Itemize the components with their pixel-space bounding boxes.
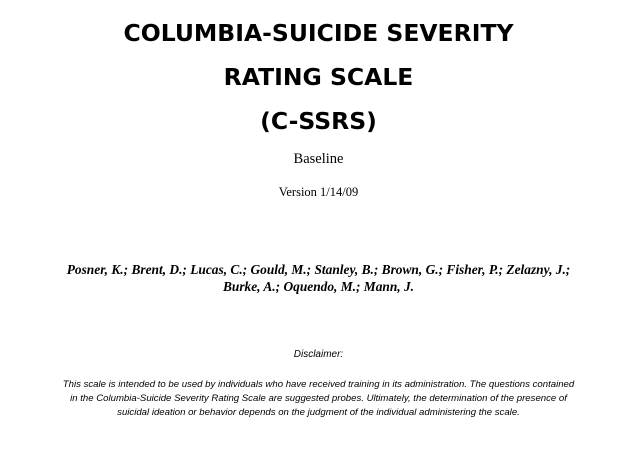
title-line-3: (C-SSRS) xyxy=(260,107,377,135)
authors-line-2: Burke, A.; Oquendo, M.; Mann, J. xyxy=(222,279,415,294)
authors-line-1: Posner, K.; Brent, D.; Lucas, C.; Gould, M.; Stanley, B.; Brown, G.; Fisher, P.; Zelazny, J.; xyxy=(66,262,571,277)
title-line-2: RATING SCALE xyxy=(223,63,414,91)
disclaimer-line-3: suicidal ideation or behavior depends on the judgment of the individual administering the scale. xyxy=(117,407,520,418)
version-label: Version 1/14/09 xyxy=(278,185,359,199)
disclaimer-line-2: in the Columbia-Suicide Severity Rating Scale are suggested probes. Ultimately, the determination of the presence of xyxy=(70,393,567,404)
disclaimer-heading: Disclaimer: xyxy=(293,349,344,360)
title-line-1: COLUMBIA-SUICIDE SEVERITY xyxy=(123,19,514,47)
subtitle: Baseline xyxy=(293,151,344,167)
disclaimer-line-1: This scale is intended to be used by individuals who have received training in its administration. The questions contained xyxy=(62,379,575,390)
